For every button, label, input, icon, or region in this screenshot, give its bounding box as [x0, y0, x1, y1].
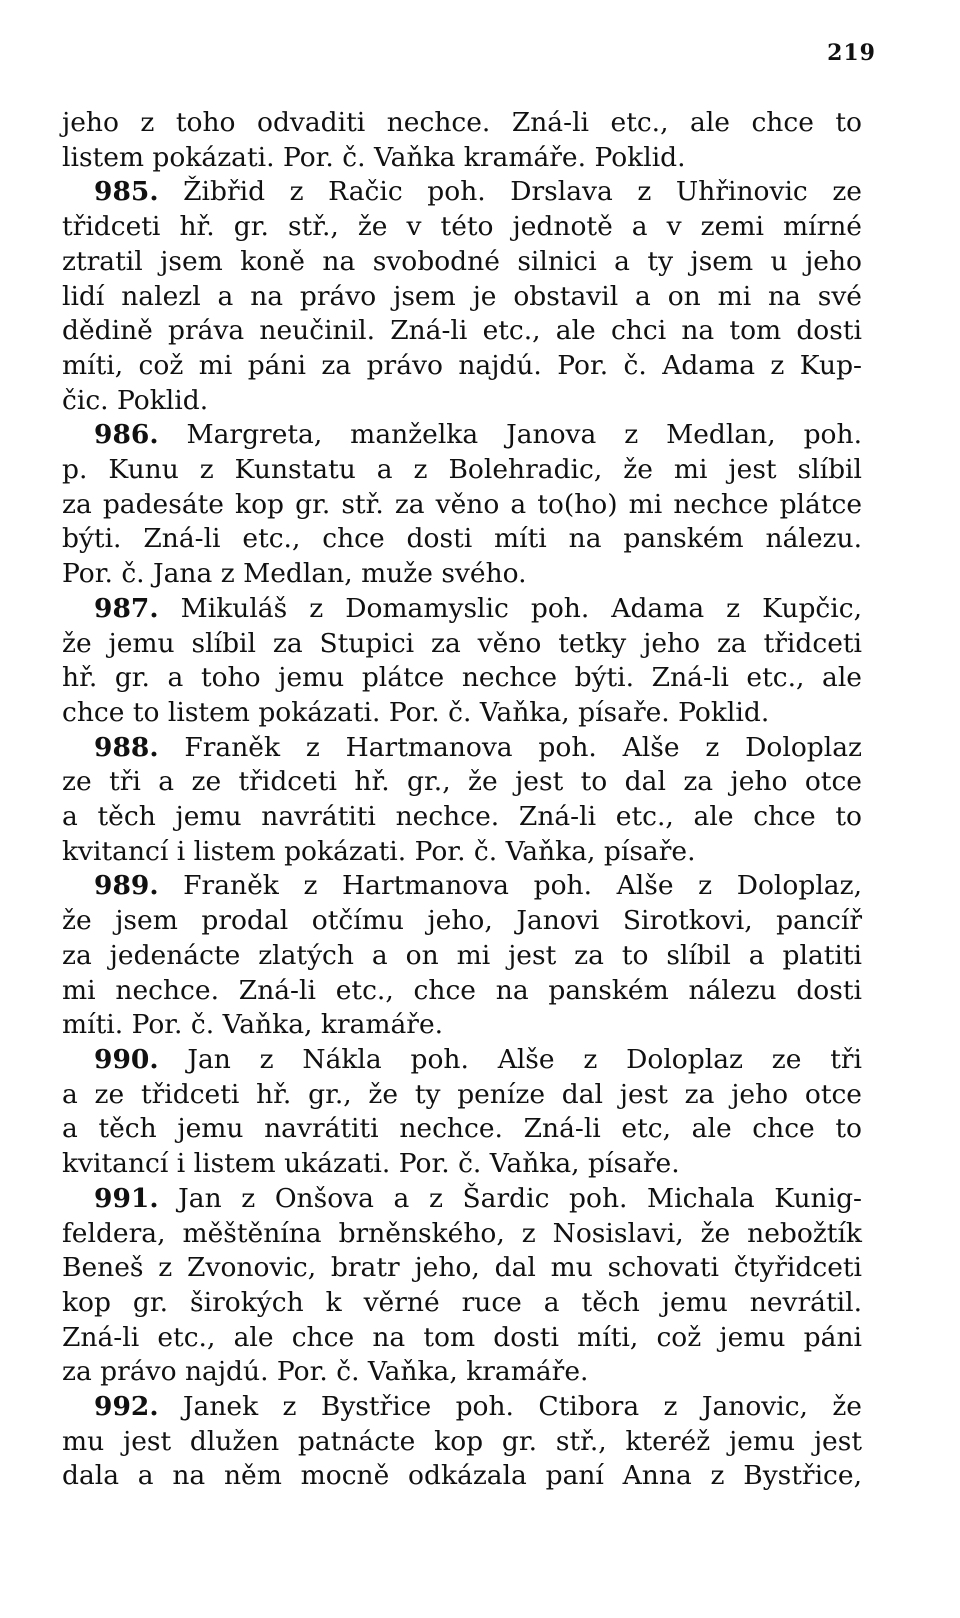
- line-text: třidceti hř. gr. stř., že v této jednotě a v zemi mírné: [62, 211, 862, 243]
- text-line: [62, 1112, 862, 1147]
- entry-first-line: [62, 731, 862, 766]
- entry-first-line: [62, 1390, 862, 1425]
- entry-number: 986.: [94, 419, 159, 451]
- entry-first-line: [62, 592, 862, 627]
- line-text: dala a na něm mocně odkázala paní Anna z Bystřice,: [62, 1460, 862, 1492]
- text-line: [62, 765, 862, 800]
- entry-number: 989.: [94, 870, 159, 902]
- entry-number: 992.: [94, 1391, 159, 1423]
- text-line: [62, 349, 862, 384]
- line-text: lidí nalezl a na právo jsem je obstavil a on mi na své: [62, 280, 862, 312]
- text-line: [62, 453, 862, 488]
- entry-first-line: [62, 175, 862, 210]
- text-line: [62, 1355, 862, 1390]
- line-text: chce to listem pokázati. Por. č. Vaňka, písaře. Poklid.: [62, 696, 770, 728]
- line-text: dědině práva neučinil. Zná-li etc., ale chci na tom dosti: [62, 315, 862, 347]
- body-text: [62, 106, 862, 1494]
- line-text: čic. Poklid.: [62, 384, 209, 416]
- line-text: feldera, měštěnína brněnského, z Nosislavi, že nebožtík: [62, 1217, 862, 1249]
- text-line: [62, 280, 862, 315]
- text-line: [62, 557, 862, 592]
- text-line: [62, 141, 862, 176]
- text-line: [62, 522, 862, 557]
- line-text: Zná-li etc., ale chce na tom dosti míti, což jemu páni: [62, 1321, 862, 1353]
- entry-number: 985.: [94, 176, 159, 208]
- line-text: kop gr. širokých k věrné ruce a těch jemu nevrátil.: [62, 1286, 862, 1318]
- text-line: [62, 974, 862, 1009]
- text-line: [62, 627, 862, 662]
- line-text: Por. č. Jana z Medlan, muže svého.: [62, 558, 527, 590]
- line-text: a ze třidceti hř. gr., že ty peníze dal jest za jeho otce: [62, 1078, 862, 1110]
- line-text: Jan z Onšova a z Šardic poh. Michala Kunig-: [158, 1182, 862, 1214]
- text-line: [62, 1008, 862, 1043]
- line-text: za jedenácte zlatých a on mi jest za to slíbil a platiti: [62, 939, 862, 971]
- line-text: míti, což mi páni za právo najdú. Por. č. Adama z Kup-: [62, 349, 862, 381]
- entry-number: 987.: [94, 592, 159, 624]
- entry-first-line: [62, 1182, 862, 1217]
- line-text: listem pokázati. Por. č. Vaňka kramáře. Poklid.: [62, 141, 686, 173]
- line-text: Janek z Bystřice poh. Ctibora z Janovic, že: [158, 1391, 862, 1423]
- line-text: a těch jemu navrátiti nechce. Zná-li etc., ale chce to: [62, 801, 862, 833]
- line-text: že jemu slíbil za Stupici za věno tetky jeho za třidceti: [62, 627, 862, 659]
- line-text: býti. Zná-li etc., chce dosti míti na panském nálezu.: [62, 523, 862, 555]
- text-line: [62, 488, 862, 523]
- line-text: Beneš z Zvonovic, bratr jeho, dal mu schovati čtyřidceti: [62, 1252, 862, 1284]
- line-text: ztratil jsem koně na svobodné silnici a ty jsem u jeho: [62, 245, 862, 277]
- text-line: [62, 835, 862, 870]
- line-text: jeho z toho odvaditi nechce. Zná-li etc., ale chce to: [62, 107, 862, 138]
- line-text: Mikuláš z Domamyslic poh. Adama z Kupčic,: [158, 592, 862, 624]
- entry-first-line: [62, 418, 862, 453]
- line-text: Franěk z Hartmanova poh. Alše z Doloplaz: [158, 731, 862, 763]
- text-line: [62, 1251, 862, 1286]
- line-text: ze tři a ze třidceti hř. gr., že jest to dal za jeho otce: [62, 766, 862, 798]
- text-line: [62, 661, 862, 696]
- text-line: [62, 696, 862, 731]
- text-line: [62, 245, 862, 280]
- text-line: [62, 1425, 862, 1460]
- text-line: [62, 939, 862, 974]
- line-text: za právo najdú. Por. č. Vaňka, kramáře.: [62, 1356, 589, 1388]
- line-text: že jsem prodal otčímu jeho, Janovi Sirotkovi, pancíř: [62, 905, 862, 937]
- line-text: míti. Por. č. Vaňka, kramáře.: [62, 1009, 444, 1041]
- text-line: [62, 384, 862, 419]
- line-text: hř. gr. a toho jemu plátce nechce býti. Zná-li etc., ale: [62, 662, 862, 694]
- entry-number: 990.: [94, 1043, 159, 1075]
- line-text: za padesáte kop gr. stř. za věno a to(ho) mi nechce plátce: [62, 488, 862, 520]
- page-number: 219: [827, 40, 876, 66]
- entry-first-line: [62, 869, 862, 904]
- text-line: [62, 210, 862, 245]
- text-line: [62, 314, 862, 349]
- text-line: [62, 106, 862, 141]
- text-line: [62, 1286, 862, 1321]
- line-text: Franěk z Hartmanova poh. Alše z Doloplaz,: [158, 870, 862, 902]
- line-text: kvitancí i listem ukázati. Por. č. Vaňka, písaře.: [62, 1148, 680, 1180]
- entry-number: 991.: [94, 1182, 159, 1214]
- text-line: [62, 1217, 862, 1252]
- entry-first-line: [62, 1043, 862, 1078]
- entry-number: 988.: [94, 731, 159, 763]
- line-text: mu jest dlužen patnácte kop gr. stř., kteréž jemu jest: [62, 1425, 862, 1457]
- line-text: mi nechce. Zná-li etc., chce na panském nálezu dosti: [62, 974, 862, 1006]
- line-text: Jan z Nákla poh. Alše z Doloplaz ze tři: [158, 1043, 862, 1075]
- line-text: p. Kunu z Kunstatu a z Bolehradic, že mi jest slíbil: [62, 454, 862, 486]
- text-line: [62, 800, 862, 835]
- line-text: kvitancí i listem pokázati. Por. č. Vaňka, písaře.: [62, 835, 696, 867]
- text-line: [62, 904, 862, 939]
- line-text: Margreta, manželka Janova z Medlan, poh.: [158, 419, 862, 451]
- line-text: a těch jemu navrátiti nechce. Zná-li etc, ale chce to: [62, 1113, 862, 1145]
- text-line: [62, 1321, 862, 1356]
- text-line: [62, 1147, 862, 1182]
- line-text: Žibřid z Račic poh. Drslava z Uhřinovic ze: [158, 176, 862, 208]
- text-line: [62, 1459, 862, 1494]
- text-line: [62, 1078, 862, 1113]
